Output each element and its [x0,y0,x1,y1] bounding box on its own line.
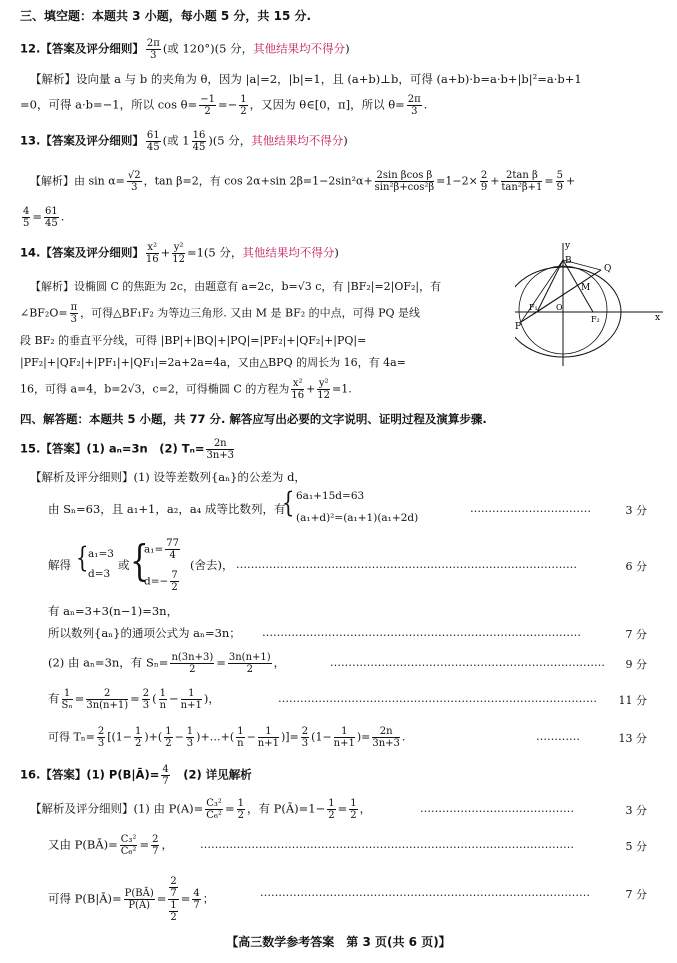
q15-sol-line3: 解得 [48,558,71,572]
q12-head: 12.【答案及评分细则】 [20,41,144,56]
q14-solution-line3: 段 BF₂ 的垂直平分线，可得 |BP|+|BQ|+|PQ|=|PF₂|+|QF₂|+|PQ|= [20,334,367,347]
dots: ………… [536,730,580,743]
dots: …………………………………………………………………………… [278,692,597,705]
dots: ………………………………………………………………… [330,656,605,669]
q13-solution-line1: 【解析】由 sin α= $\frac{√2}{3}$ ，tan β=2，有 cos 2α+sin 2β=1−2sin²α+ $\frac{\text{2sin βcos β}}{\text{sin²β+cos²β}}$ =1−2× $\frac{2}{9}$ + $\frac{\text{2tan β}}{\text{tan²β+1}}$ = $\frac{5}{9}$ + [30,170,576,193]
fig-label-x: x [655,313,661,323]
q14-solution-line1: 【解析】设椭圆 C 的焦距为 2c，由题意有 a=2c，b=√3 c，有 |BF₂|=2|OF₂|，有 [30,280,442,293]
brace: { [130,536,149,585]
q15-system2-row2: d=3 [88,568,111,580]
q15-sol-line6: (2) 由 aₙ=3n，有 Sₙ= $\frac{n(3n+3)}{2}$ = $\frac{3n(n+1)}{2}$ ， [48,652,286,675]
dots: ………………………………………………………………………………… [236,558,577,571]
score-3: 3 分 [625,804,647,817]
fig-label-f2: F₂ [591,315,600,324]
q15-sol-line2: 由 Sₙ=63，且 a₁+1，a₂，a₄ 成等比数列，有 [48,502,286,516]
q14-head: 14.【答案及评分细则】 [20,245,144,260]
q13-head: 13.【答案及评分细则】 [20,133,144,148]
q16-sol-line3: 可得 P(B|Ā)= $\frac{P(BĀ)}{P(Ā)}$ = $\frac{\frac{2}{7}}{\frac{1}{2}}$ = $\frac{4}{7}$ ； [48,876,215,923]
dots: ………………………………………………………………………………………… [200,838,574,851]
score-3: 3 分 [625,504,647,517]
q15-sol-line1: 【解析及评分细则】(1) 设等差数列{aₙ}的公差为 d， [30,470,306,484]
ellipse-figure [515,238,665,368]
q16-answer: 16.【答案】(1) P(B|Ā)= $\frac{4}{7}$ (2) 详见解析 [20,764,252,787]
q15-sol-line7: 有 $\frac{1}{\text{Sₙ}}$ = $\frac{2}{3n(n+1)}$ = $\frac{2}{3}$ ( $\frac{1}{n}$ − $\frac{1}{n+1}$ )， [48,688,220,711]
score-9: 9 分 [625,658,647,671]
q15-system1-row2: (a₁+d)²=(a₁+1)(a₁+2d) [296,512,419,524]
q13-note: 其他结果均不得分 [251,133,344,148]
q13-answer: 13.【答案及评分细则】 $\frac{61}{45}$ (或 1 $\frac{16}{45}$ )(5 分，其他结果均不得分) [20,130,348,153]
brace: { [76,541,89,574]
q15-sol-line8: 可得 Tₙ= $\frac{2}{3}$ [(1− $\frac{1}{2}$ )+( $\frac{1}{2}$ − $\frac{1}{3}$ )+…+( $\frac{1}{n}$ − $\frac{1}{n+1}$ )]= $\frac{2}{3}$ (1− $\frac{1}{n+1}$ )= $\frac{2n}{3n+3}$ . [48,726,406,749]
dots: …………………………… [470,502,591,515]
q15-or: 或 [118,558,130,572]
q15-reject: (舍去)， [190,558,234,572]
score-11: 11 分 [618,694,647,707]
q13-solution-line2: $\frac{4}{5}$ = $\frac{61}{45}$ . [23,206,65,229]
fig-label-m: M [581,283,591,293]
q15-system1-row1: 6a₁+15d=63 [296,490,365,502]
q12-answer-fraction: $\frac{2\pi}{3}$ [146,38,160,61]
q14-solution-line2: ∠BF₂O= $\frac{\pi}{3}$ ，可得△BF₁F₂ 为等边三角形. 又由 M 是 BF₂ 的中点，可得 PQ 是线 [20,302,421,325]
dots: …………………………………………………………………………… [262,626,581,639]
fig-label-p: P [515,322,522,332]
section-heading-fill-blank: 三、填空题：本题共 3 小题，每小题 5 分，共 15 分. [20,9,312,23]
brace: { [282,486,295,519]
q15-system3-row2: d=− $\frac{7}{2}$ [144,570,178,593]
q14-answer: 14.【答案及评分细则】 $\frac{\text{x²}}{16}$ + $\frac{\text{y²}}{12}$ =1(5 分，其他结果均不得分) [20,242,339,265]
score-5: 5 分 [625,840,647,853]
dots: …………………………………… [420,802,574,815]
q15-system3-row1: a₁= $\frac{77}{4}$ [144,538,180,561]
q16-sol-line2: 又由 P(BĀ)= $\frac{\text{C₃²}}{\text{C₆²}}$ = $\frac{2}{7}$ ， [48,834,173,857]
score-13: 13 分 [618,732,647,745]
q16-sol-line1: 【解析及评分细则】(1) 由 P(A)= $\frac{\text{C₃²}}{\text{C₆²}}$ = $\frac{1}{2}$ ，有 P(Ā)=1− $\frac{1}{2}$ = $\frac{1}{2}$ ， [30,798,372,821]
fig-label-y: y [565,241,571,251]
q14-solution-line4: |PF₂|+|QF₂|+|PF₁|+|QF₁|=2a+2a=4a，又由△BPQ 的周长为 16，有 4a= [20,356,406,369]
score-7: 7 分 [625,888,647,901]
section-heading-solutions: 四、解答题：本题共 5 小题，共 77 分. 解答应写出必要的文字说明、证明过程及演算步骤. [20,412,487,426]
q12-solution-line1: 【解析】设向量 a 与 b 的夹角为 θ，因为 |a|=2，|b|=1，且 (a+b)⊥b，可得 (a+b)·b=a·b+|b|²=a·b+1 [30,72,582,86]
score-6: 6 分 [625,560,647,573]
q12-answer: 12.【答案及评分细则】 $\frac{2\pi}{3}$ (或 120°)(5 分，其他结果均不得分) [20,38,350,61]
fig-label-b: B [565,256,572,266]
fig-label-f1: F₁ [529,303,538,312]
q15-system2-row1: a₁=3 [88,548,114,560]
q14-solution-line5: 16，可得 a=4，b=2√3，c=2，可得椭圆 C 的方程为 $\frac{\text{x²}}{16}$ + $\frac{\text{y²}}{12}$ =1. [20,378,352,401]
page-footer: 【高三数学参考答案 第 3 页(共 6 页)】 [226,935,451,949]
fig-label-q: Q [604,264,612,274]
q12-tail: (或 120°)(5 分， [162,41,254,56]
q15-answer: 15.【答案】(1) aₙ=3n (2) Tₙ= $\frac{2n}{3n+3}$ [20,438,234,461]
fig-label-o: O [556,303,563,312]
q12-solution-line2: =0，可得 a·b=−1，所以 cos θ= $\frac{-1}{2}$ =− $\frac{1}{2}$ ，又因为 θ∈[0，π]，所以 θ= $\frac{2\pi}{3}$ . [20,94,428,117]
q15-sol-line5: 所以数列{aₙ}的通项公式为 aₙ=3n； [48,626,241,640]
score-7: 7 分 [625,628,647,641]
q12-note: 其他结果均不得分 [253,41,346,56]
dots: ……………………………………………………………………………… [260,886,590,899]
q14-note: 其他结果均不得分 [242,245,335,260]
q15-sol-line4: 有 aₙ=3+3(n−1)=3n， [48,604,179,618]
